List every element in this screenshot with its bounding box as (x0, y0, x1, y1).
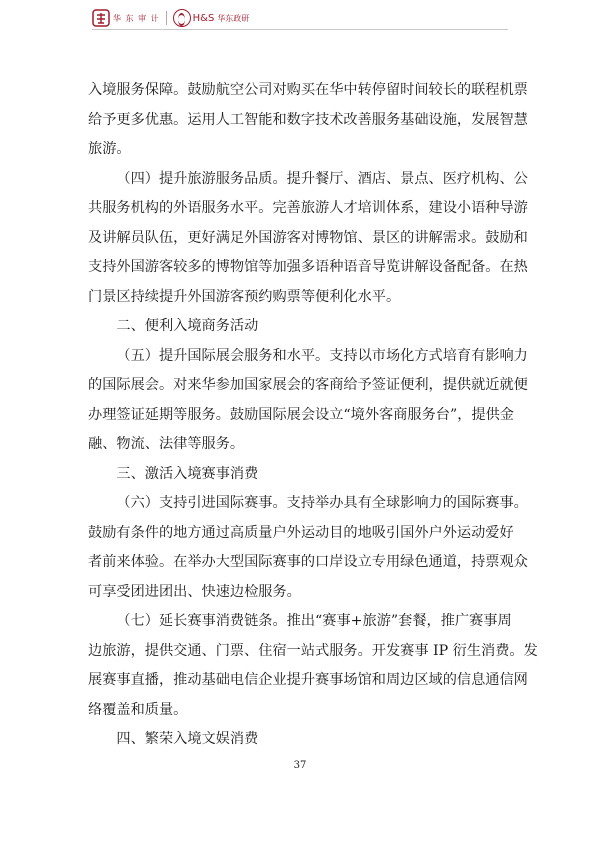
logo2-text: 华东政研 (217, 13, 250, 23)
text-line: 鼓励有条件的地方通过高质量户外运动目的地吸引国外户外运动爱好 (88, 524, 514, 541)
text-line: 旅游。 (88, 141, 131, 157)
text-line: 二、便利入境商务活动 (116, 318, 259, 334)
text-line: 展赛事直播，推动基础电信企业提升赛事场馆和周边区域的信息通信网 (88, 672, 528, 688)
text-line: 门景区持续提升外国游客预约购票等便利化水平。 (88, 288, 401, 305)
text-line: 络覆盖和质量。 (88, 701, 188, 718)
page-header (92, 7, 249, 29)
text-line: 可享受团进团出、快速边检服务。 (88, 583, 301, 600)
paragraph-2 (88, 165, 528, 313)
paragraph-5 (88, 607, 538, 725)
text-line: 者前来体验。在举办大型国际赛事的口岸设立专用绿色通道，持票观众 (88, 554, 528, 570)
text-line: 共服务机构的外语服务水平。完善旅游人才培训体系，建设小语种导游 (88, 200, 528, 216)
text-line: 入境服务保障。鼓励航空公司对购买在华中转停留时间较长的联程机票 (88, 82, 528, 98)
text-line: 四、繁荣入境文娱消费 (116, 731, 259, 747)
logo-circle-icon (173, 9, 191, 27)
text-line: （四）提升旅游服务品质。提升餐厅、酒店、景点、医疗机构、公 (116, 170, 528, 187)
text-line: 办理签证延期等服务。鼓励国际展会设立“境外客商服务台”，提供金 (88, 406, 514, 423)
text-line: 三、激活入境赛事消费 (116, 465, 259, 482)
logo2-mark: H&S (192, 12, 215, 24)
text-line: 边旅游，提供交通、门票、住宿一站式服务。开发赛事 IP 衍生消费。发 (88, 642, 538, 659)
section-heading-2 (88, 312, 514, 342)
text-line: （五）提升国际展会服务和水平。支持以市场化方式培育有影响力 (116, 347, 528, 364)
page-number: 37 (293, 760, 307, 771)
text-line: （六）支持引进国际赛事。支持举办具有全球影响力的国际赛事。 (116, 495, 528, 511)
section-heading-4 (88, 725, 514, 755)
text-line: 及讲解员队伍，更好满足外国游客对博物馆、景区的讲解需求。鼓励和 (88, 229, 528, 246)
paragraph-4 (88, 489, 528, 607)
text-line: 给予更多优惠。运用人工智能和数字技术改善服务基础设施，发展智慧 (88, 111, 528, 128)
logo1-text: 华 东 审 计 (113, 13, 160, 23)
text-line: 融、物流、法律等服务。 (88, 436, 245, 452)
text-line: 的国际展会。对来华参加国家展会的客商给予签证便利，提供就近就便 (88, 377, 528, 393)
header-rule (92, 29, 508, 30)
text-line: 支持外国游客较多的博物馆等加强多语种语音导览讲解设备配备。在热 (88, 259, 528, 275)
paragraph-1 (88, 76, 528, 165)
section-heading-3 (88, 460, 514, 490)
paragraph-3 (88, 342, 528, 460)
body-text (88, 76, 538, 755)
logo-seal-icon (92, 9, 110, 27)
header-divider (166, 11, 167, 25)
text-line: （七）延长赛事消费链条。推出“赛事+旅游”套餐，推广赛事周 (116, 613, 512, 629)
